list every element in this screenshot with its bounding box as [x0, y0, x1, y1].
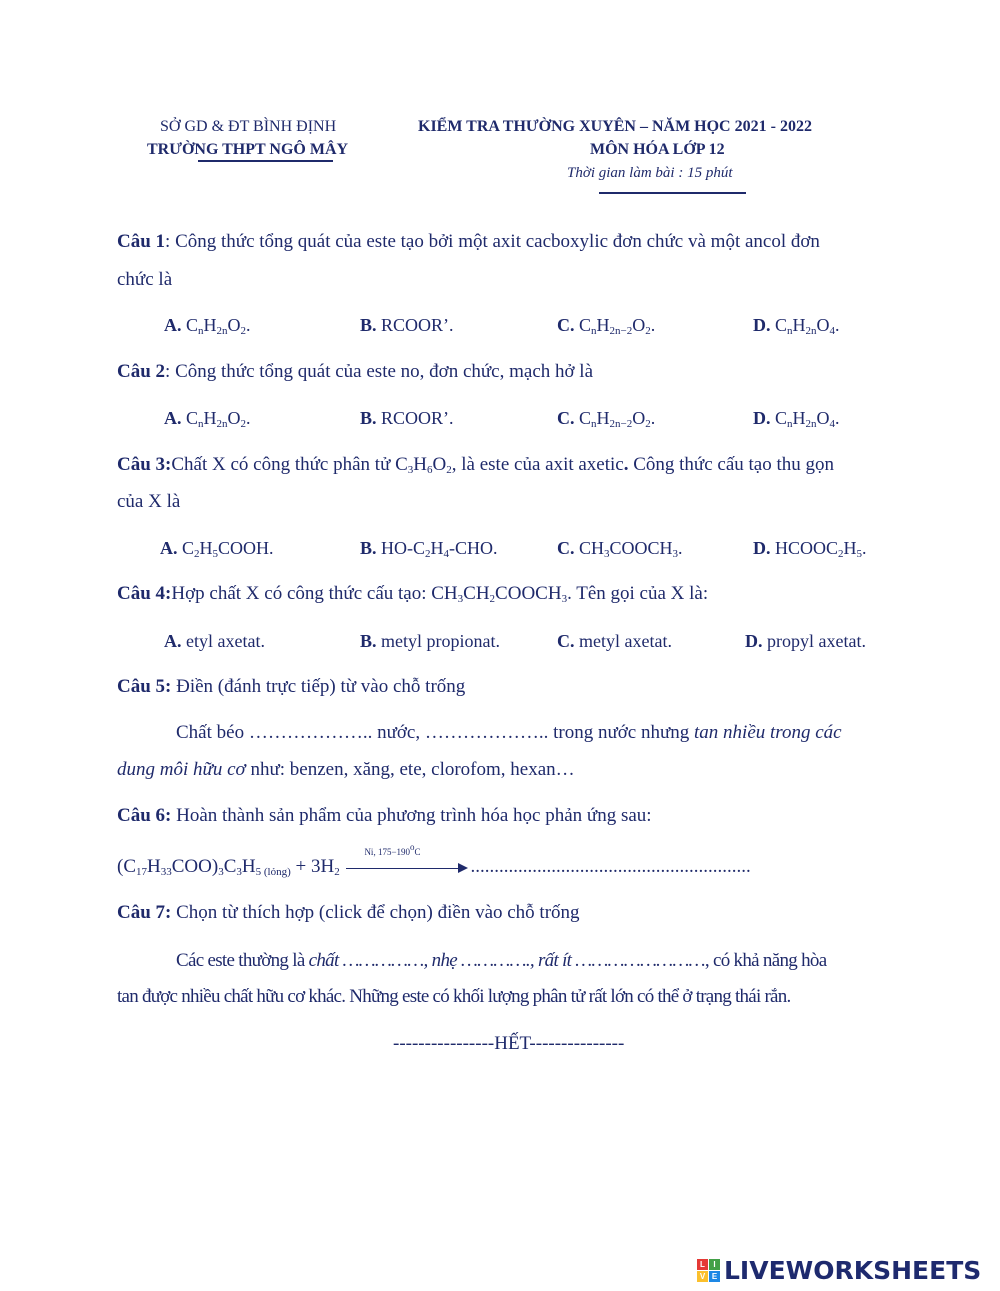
question-1-label: Câu 1	[117, 231, 166, 252]
question-7-text: Chọn từ thích hợp (click để chọn) điền vào chỗ trống	[171, 902, 580, 923]
reaction-equation	[117, 841, 751, 878]
question-4	[117, 583, 708, 605]
reaction-reactants: $(C_{17}H_{33}COO)_3C_3H_{5 (lỏng)} + 3H_2$	[117, 856, 340, 878]
question-6-label: Câu 6:	[117, 805, 172, 826]
school-name: TRƯỜNG THPT NGÔ MÂY	[147, 141, 349, 158]
school-underline	[198, 160, 333, 162]
q2-option-b[interactable]: B. RCOOR’.	[360, 408, 454, 428]
q4-option-b[interactable]: B. metyl propionat.	[360, 631, 500, 651]
question-5-label: Câu 5:	[117, 676, 172, 697]
duration-underline	[599, 192, 746, 194]
q4-option-c[interactable]: C. metyl axetat.	[557, 631, 672, 651]
question-5-fill-line-2: dung môi hữu cơ như: benzen, xăng, ete, clorofom, hexan…	[117, 759, 575, 780]
q4-option-d[interactable]: D. propyl axetat.	[745, 631, 866, 651]
exam-title: KIỂM TRA THƯỜNG XUYÊN – NĂM HỌC 2021 - 2022	[418, 118, 812, 135]
q2-option-d[interactable]: D. $C_nH_{2n}O_4$.	[753, 408, 840, 430]
q3-option-b[interactable]: B. $HO-C_2H_4$-CHO.	[360, 538, 498, 560]
q3-option-a[interactable]: A. $C_2H_5COOH$.	[160, 538, 274, 560]
question-7-fill-line-2: tan được nhiều chất hữu cơ khác. Những este có khối lượng phân tử rất lớn có thể ở trạng thái rắn.	[117, 986, 791, 1007]
question-4-text: Hợp chất X có công thức cấu tạo: $CH_3CH_2COOCH_3$. Tên gọi của X là:	[171, 583, 709, 605]
question-5-text: Điền (đánh trực tiếp) từ vào chỗ trống	[171, 676, 466, 697]
question-4-label: Câu 4:	[117, 583, 172, 604]
question-1	[117, 231, 820, 253]
q1-option-c[interactable]: C. $C_nH_{2n-2}O_2$.	[557, 315, 656, 337]
reaction-arrow-icon	[346, 841, 468, 876]
reaction-product-blank[interactable]: ...........................................................	[470, 856, 751, 877]
q1-option-b[interactable]: B. RCOOR’.	[360, 315, 454, 335]
question-2-label: Câu 2	[117, 361, 166, 382]
question-2-text: : Công thức tổng quát của este no, đơn chức, mạch hở là	[165, 361, 594, 382]
q1-option-a[interactable]: A. $C_nH_{2n}O_2$.	[164, 315, 251, 337]
q2-option-c[interactable]: C. $C_nH_{2n-2}O_2$.	[557, 408, 656, 430]
question-6	[117, 805, 652, 827]
liveworksheets-logo	[697, 1253, 981, 1287]
department-name: SỞ GD & ĐT BÌNH ĐỊNH	[160, 118, 337, 135]
question-2	[117, 361, 593, 383]
exam-duration: Thời gian làm bài : 15 phút	[567, 165, 733, 181]
question-3-text: Chất X có công thức phân tử $C_3H_6O_2$, là este của axit axetic. Công thức cấu tạo thu gọn	[171, 454, 835, 476]
logo-text: LIVEWORKSHEETS	[724, 1255, 982, 1285]
q2-option-a[interactable]: A. $C_nH_{2n}O_2$.	[164, 408, 251, 430]
subject-title: MÔN HÓA LỚP 12	[590, 141, 725, 158]
logo-blocks-icon: L I V E	[697, 1259, 720, 1282]
question-3-text-cont: của X là	[117, 491, 181, 512]
question-1-text: : Công thức tổng quát của este tạo bởi một axit cacboxylic đơn chức và một ancol đơn	[165, 231, 820, 252]
question-6-text: Hoàn thành sản phẩm của phương trình hóa học phản ứng sau:	[171, 805, 652, 826]
question-7-fill-line-1[interactable]: Các este thường là chất ……………, nhẹ …………., rất ít ……………………, có khả năng hòa	[176, 950, 827, 971]
end-marker: ----------------HẾT---------------	[393, 1033, 625, 1054]
question-3-label: Câu 3:	[117, 454, 172, 475]
q1-option-d[interactable]: D. $C_nH_{2n}O_4$.	[753, 315, 840, 337]
question-3	[117, 454, 834, 476]
question-7	[117, 902, 580, 924]
question-1-text-cont: chức là	[117, 269, 173, 290]
q4-option-a[interactable]: A. etyl axetat.	[164, 631, 265, 651]
q3-option-d[interactable]: D. $HCOOC_2H_5$.	[753, 538, 867, 560]
q3-option-c[interactable]: C. $CH_3COOCH_3$.	[557, 538, 683, 560]
question-7-label: Câu 7:	[117, 902, 172, 923]
question-5-fill-line-1[interactable]: Chất béo ……………….. nước, ……………….. trong nước nhưng tan nhiều trong các	[176, 722, 842, 743]
reaction-condition: Ni, $175-190^oC$	[364, 841, 421, 857]
question-5	[117, 676, 465, 698]
